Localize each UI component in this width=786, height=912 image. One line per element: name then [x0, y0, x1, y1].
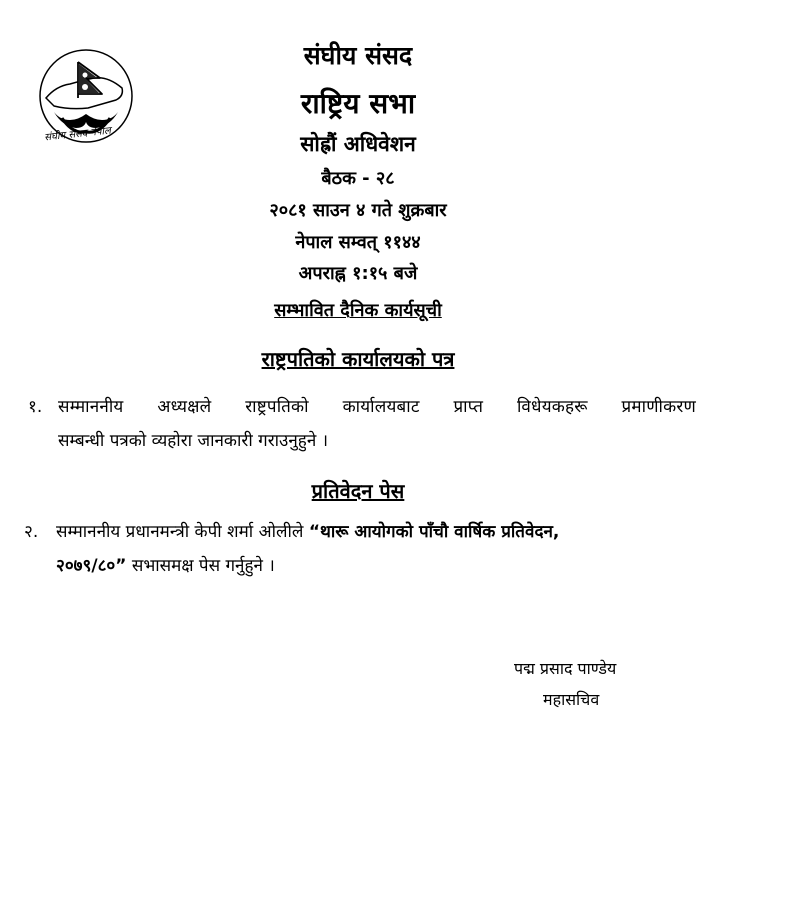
- item-text-plain: सभासमक्ष पेस गर्नुहुने ।: [126, 556, 275, 576]
- item-number: १.: [28, 397, 43, 417]
- agenda-title: सम्भावित दैनिक कार्यसूची: [274, 300, 442, 321]
- item-number: २.: [24, 522, 39, 542]
- signatory-title: महासचिव: [543, 690, 600, 709]
- house-name: राष्ट्रिय सभा: [300, 87, 416, 120]
- meeting-time: अपराह्न १:१५ बजे: [298, 263, 418, 284]
- signatory-name: पद्म प्रसाद पाण्डेय: [514, 659, 617, 678]
- item-text-line-1: सम्माननीय अध्यक्षले राष्ट्रपतिको कार्यालयबाट प्राप्त विधेयकहरू प्रमाणीकरण: [58, 397, 696, 417]
- item-text-plain: सम्माननीय प्रधानमन्त्री केपी शर्मा ओलीले: [56, 522, 309, 542]
- meeting-number: बैठक - २८: [321, 168, 395, 189]
- report-year: २०७९/८०”: [56, 556, 127, 576]
- meeting-date: २०८१ साउन ४ गते शुक्रबार: [269, 200, 447, 221]
- item-text-line-1: [56, 515, 559, 549]
- nepal-sambat-date: नेपाल सम्वत् ११४४: [295, 232, 421, 253]
- section-heading-report-submission: प्रतिवेदन पेस: [311, 479, 405, 503]
- report-title: “थारू आयोगको पाँचौ वार्षिक प्रतिवेदन,: [308, 522, 560, 542]
- org-name: संघीय संसद: [303, 41, 413, 70]
- session-title: सोह्रौं अधिवेशन: [300, 132, 416, 156]
- section-heading-president-letter: राष्ट्रपतिको कार्यालयको पत्र: [261, 347, 455, 371]
- item-text-line-2: सम्बन्धी पत्रको व्यहोरा जानकारी गराउनुहुने ।: [58, 431, 329, 451]
- emblem-caption: संघीय संसद नेपाल: [43, 125, 112, 144]
- item-text-line-2: [56, 549, 275, 583]
